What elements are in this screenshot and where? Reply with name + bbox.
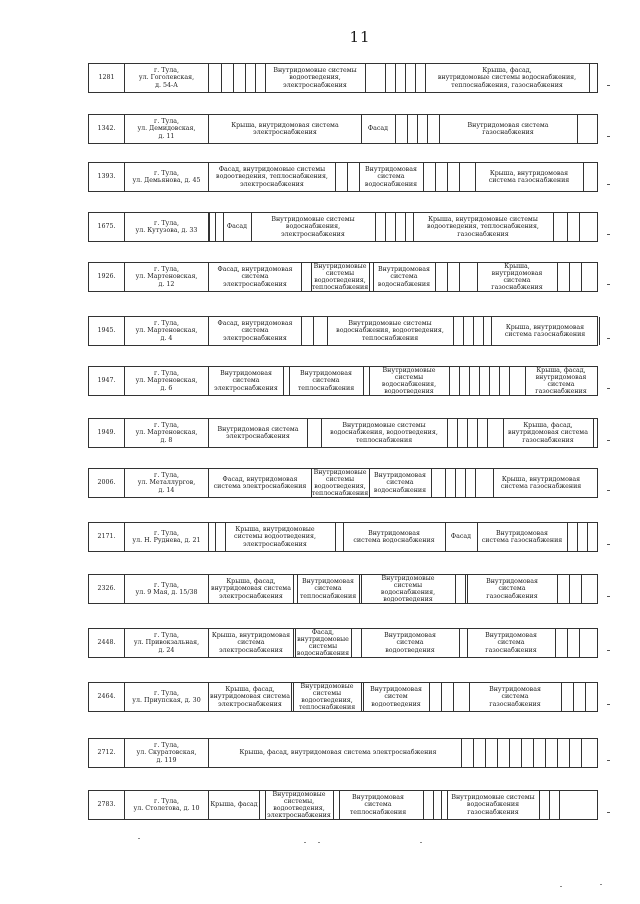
column-divider xyxy=(369,469,370,497)
column-divider xyxy=(503,419,504,447)
column-divider xyxy=(363,367,364,395)
column-divider xyxy=(533,739,534,767)
row-number-cell: 2326. xyxy=(89,575,125,603)
column-divider xyxy=(467,419,468,447)
address-cell: г. Тула, ул. Н. Руднева, д. 21 xyxy=(125,523,209,551)
work-type-cell: Фасад xyxy=(450,533,472,541)
column-divider xyxy=(449,367,450,395)
column-divider xyxy=(439,115,440,143)
column-divider xyxy=(215,523,216,551)
scan-speck xyxy=(560,886,562,887)
column-divider xyxy=(487,419,488,447)
column-divider xyxy=(405,213,406,241)
work-type-cell: Внутридомовые системы водоотведения, теплоснабжения xyxy=(311,263,369,291)
row-number-cell: 2448. xyxy=(89,629,125,657)
column-divider xyxy=(297,575,298,603)
column-divider xyxy=(479,367,480,395)
column-divider xyxy=(251,213,252,241)
column-divider xyxy=(557,739,558,767)
column-divider xyxy=(351,629,352,657)
table-row xyxy=(88,114,598,144)
margin-tick xyxy=(607,704,610,705)
row-number-cell: 1281 xyxy=(89,64,125,92)
column-divider xyxy=(431,469,432,497)
column-divider xyxy=(417,115,418,143)
margin-tick xyxy=(607,284,610,285)
margin-tick xyxy=(607,650,610,651)
column-divider xyxy=(395,64,396,92)
work-type-cell: Крыша, внутридомовые системы водоотведения, теплоснабжения, газоснабжения xyxy=(427,216,539,238)
column-divider xyxy=(453,683,454,711)
work-type-cell: Внутридомовая система газоснабжения xyxy=(481,529,563,544)
column-divider xyxy=(469,367,470,395)
row-number-cell: 2171. xyxy=(89,523,125,551)
column-divider xyxy=(477,263,478,291)
column-divider xyxy=(593,419,594,447)
column-divider xyxy=(221,64,222,92)
work-type-cell: Внутридомовые системы водоотведения, теплоснабжения xyxy=(311,469,369,497)
work-type-cell: Крыша, фасад xyxy=(210,801,258,809)
work-type-cell: Фасад, внутридомовые системы водоотведения, теплоснабжения, электроснабжения xyxy=(216,166,328,188)
row-number-cell: 1947. xyxy=(89,367,125,395)
margin-tick xyxy=(607,596,610,597)
column-divider xyxy=(459,163,460,191)
table-row xyxy=(88,63,598,93)
column-divider xyxy=(459,367,460,395)
table-row xyxy=(88,316,598,346)
column-divider xyxy=(407,115,408,143)
table-row xyxy=(88,366,598,396)
column-divider xyxy=(405,64,406,92)
column-divider xyxy=(587,523,588,551)
column-divider xyxy=(599,317,600,345)
work-type-cell: Крыша, внутридомовая система газоснабжения xyxy=(491,263,543,291)
column-divider xyxy=(385,64,386,92)
column-divider xyxy=(343,523,344,551)
column-divider xyxy=(245,64,246,92)
row-number-cell: 1342. xyxy=(89,115,125,143)
column-divider xyxy=(539,791,540,819)
column-divider xyxy=(441,683,442,711)
column-divider xyxy=(447,163,448,191)
work-type-cell: Фасад, внутридомовые системы водоснабжения xyxy=(296,629,350,657)
column-divider xyxy=(569,263,570,291)
column-divider xyxy=(473,317,474,345)
column-divider xyxy=(579,629,580,657)
address-cell: г. Тула, ул. Мартеновская, д. 6 xyxy=(125,367,209,395)
work-type-cell: Внутридомовая система электроснабжения xyxy=(214,370,278,392)
column-divider xyxy=(433,791,434,819)
column-divider xyxy=(373,263,374,291)
column-divider xyxy=(215,213,216,241)
column-divider xyxy=(347,163,348,191)
address-cell: г. Тула, ул. Металлургов, д. 14 xyxy=(125,469,209,497)
column-divider xyxy=(311,263,312,291)
work-type-cell: Внутридомовые системы водоснабжения, водоотведения, теплоснабжения xyxy=(330,422,438,444)
address-cell: г. Тула, ул. Столетова, д. 10 xyxy=(125,791,209,819)
table-row xyxy=(88,522,598,552)
margin-tick xyxy=(607,812,610,813)
column-divider xyxy=(477,419,478,447)
column-divider xyxy=(455,469,456,497)
table-row xyxy=(88,212,598,242)
column-divider xyxy=(427,115,428,143)
column-divider xyxy=(293,629,294,657)
column-divider xyxy=(293,683,294,711)
column-divider xyxy=(445,523,446,551)
work-type-cell: Внутридомовая система водоснабжения xyxy=(377,266,431,288)
column-divider xyxy=(521,739,522,767)
work-type-cell: Внутридомовые системы водоснабжения, водоотведения, теплоснабжения xyxy=(336,320,444,342)
address-cell: г. Тула, ул. Кутузова, д. 33 xyxy=(125,213,209,241)
column-divider xyxy=(509,739,510,767)
table-row xyxy=(88,682,598,712)
column-divider xyxy=(473,739,474,767)
work-type-cell: Внутридомовая система газоснабжения xyxy=(485,632,537,654)
column-divider xyxy=(559,791,560,819)
work-type-cell: Внутридомовые системы, водоотведения, электроснабжения xyxy=(267,791,331,819)
column-divider xyxy=(339,791,340,819)
work-type-cell: Крыша, внутридомовая система газоснабжения xyxy=(500,475,582,490)
table-row xyxy=(88,574,598,604)
column-divider xyxy=(459,263,460,291)
column-divider xyxy=(423,791,424,819)
address-cell: г. Тула, ул. Скуратовская, д. 119 xyxy=(125,739,209,767)
column-divider xyxy=(465,469,466,497)
margin-tick xyxy=(607,184,610,185)
work-type-cell: Крыша, внутридомовая система электроснабжения xyxy=(231,121,339,136)
column-divider xyxy=(447,263,448,291)
table-row xyxy=(88,162,598,192)
work-type-cell: Крыша, фасад, внутридомовая система газоснабжения xyxy=(535,367,587,395)
column-divider xyxy=(445,469,446,497)
column-divider xyxy=(395,213,396,241)
column-divider xyxy=(335,163,336,191)
margin-tick xyxy=(607,760,610,761)
table-row xyxy=(88,262,598,292)
row-number-cell: 1949. xyxy=(89,419,125,447)
column-divider xyxy=(581,575,582,603)
address-cell: г. Тула, ул. Приупская, д. 30 xyxy=(125,683,209,711)
row-number-cell: 2783. xyxy=(89,791,125,819)
work-type-cell: Внутридомовая система газоснабжения xyxy=(467,121,549,136)
column-divider xyxy=(361,115,362,143)
column-divider xyxy=(259,791,260,819)
column-divider xyxy=(361,683,362,711)
column-divider xyxy=(369,263,370,291)
work-type-cell: Внутридомовая система водоснабжения xyxy=(364,166,418,188)
column-divider xyxy=(561,683,562,711)
work-type-cell: Крыша, фасад, внутридомовая система газоснабжения xyxy=(508,422,588,444)
work-type-cell: Фасад, внутридомовая система электроснабжения xyxy=(217,320,293,342)
row-number-cell: 1393. xyxy=(89,163,125,191)
work-type-cell: Фасад, внутридомовая система электроснабжения xyxy=(217,266,293,288)
column-divider xyxy=(447,419,448,447)
scan-speck xyxy=(600,884,602,885)
column-divider xyxy=(549,791,550,819)
column-divider xyxy=(283,367,284,395)
column-divider xyxy=(545,739,546,767)
column-divider xyxy=(579,213,580,241)
scan-speck xyxy=(318,842,320,843)
page-number: 11 xyxy=(349,28,371,46)
address-cell: г. Тула, ул. Мартеновская, д. 8 xyxy=(125,419,209,447)
column-divider xyxy=(209,213,210,241)
table-row xyxy=(88,790,598,820)
column-divider xyxy=(435,163,436,191)
table-row xyxy=(88,468,598,498)
address-cell: г. Тула, ул. 9 Мая, д. 15/38 xyxy=(125,575,209,603)
column-divider xyxy=(233,64,234,92)
column-divider xyxy=(265,791,266,819)
column-divider xyxy=(447,791,448,819)
work-type-cell: Внутридомовые системы водоснабжения, водоотведения xyxy=(380,575,436,603)
scan-speck xyxy=(304,842,306,843)
column-divider xyxy=(423,163,424,191)
work-type-cell: Внутридомовые системы водоснабжения, электроснабжения xyxy=(271,216,355,238)
column-divider xyxy=(567,213,568,241)
work-type-cell: Крыша, внутридомовая система электроснабжения xyxy=(211,632,291,654)
work-type-cell: Внутридомовая система газоснабжения xyxy=(489,686,541,708)
column-divider xyxy=(499,367,500,395)
column-divider xyxy=(359,575,360,603)
column-divider xyxy=(453,317,454,345)
column-divider xyxy=(567,523,568,551)
row-number-cell: 2712. xyxy=(89,739,125,767)
column-divider xyxy=(327,317,328,345)
column-divider xyxy=(459,629,460,657)
work-type-cell: Крыша, фасад, внутридомовые системы водоснабжения, теплоснабжения, газоснабжения xyxy=(437,67,577,89)
work-type-cell: Крыша, внутридомовая система газоснабжения xyxy=(488,169,570,184)
column-divider xyxy=(301,317,302,345)
column-divider xyxy=(255,64,256,92)
work-type-cell: Внутридомовые системы водоснабжения газоснабжения xyxy=(451,794,535,816)
work-type-cell: Крыша, фасад, внутридомовая система электроснабжения xyxy=(211,578,291,600)
column-divider xyxy=(365,64,366,92)
column-divider xyxy=(483,317,484,345)
row-number-cell: 2464. xyxy=(89,683,125,711)
address-cell: г. Тула, ул. Демидовская, д. 11 xyxy=(125,115,209,143)
column-divider xyxy=(581,739,582,767)
column-divider xyxy=(361,575,362,603)
column-divider xyxy=(569,739,570,767)
column-divider xyxy=(475,469,476,497)
column-divider xyxy=(557,575,558,603)
column-divider xyxy=(485,739,486,767)
row-number-cell: 1675. xyxy=(89,213,125,241)
column-divider xyxy=(555,629,556,657)
column-divider xyxy=(395,115,396,143)
table-row xyxy=(88,738,598,768)
margin-tick xyxy=(607,234,610,235)
work-type-cell: Внутридомовые системы водоотведения, теплоснабжения xyxy=(298,683,356,711)
column-divider xyxy=(293,575,294,603)
column-divider xyxy=(577,115,578,143)
work-type-cell: Фасад xyxy=(226,223,248,231)
column-divider xyxy=(577,523,578,551)
column-divider xyxy=(359,163,360,191)
column-divider xyxy=(415,64,416,92)
column-divider xyxy=(321,419,322,447)
address-cell: г. Тула, ул. Демьянова, д. 45 xyxy=(125,163,209,191)
margin-tick xyxy=(607,136,610,137)
row-number-cell: 2006. xyxy=(89,469,125,497)
column-divider xyxy=(223,213,224,241)
margin-tick xyxy=(607,85,610,86)
work-type-cell: Фасад, внутридомовая система электроснабжения xyxy=(213,475,307,490)
column-divider xyxy=(475,163,476,191)
work-type-cell: Крыша, внутридомовая система газоснабжения xyxy=(504,323,586,338)
column-divider xyxy=(265,64,266,92)
work-type-cell: Крыша, фасад, внутридомовая система электроснабжения xyxy=(239,749,437,757)
column-divider xyxy=(469,683,470,711)
margin-tick xyxy=(607,388,610,389)
column-divider xyxy=(307,419,308,447)
table-row xyxy=(88,418,598,448)
margin-tick xyxy=(607,544,610,545)
column-divider xyxy=(289,367,290,395)
address-cell: г. Тула, ул. Мартеновская, д. 12 xyxy=(125,263,209,291)
column-divider xyxy=(581,263,582,291)
column-divider xyxy=(493,469,494,497)
column-divider xyxy=(567,629,568,657)
address-cell: г. Тула, ул. Гоголевская, д. 54-А xyxy=(125,64,209,92)
column-divider xyxy=(313,317,314,345)
column-divider xyxy=(465,575,466,603)
work-type-cell: Внутридомовая система водоснабжения xyxy=(353,529,435,544)
column-divider xyxy=(509,367,510,395)
column-divider xyxy=(477,523,478,551)
column-divider xyxy=(225,523,226,551)
work-type-cell: Крыша, внутридомовые системы водоотведения, электроснабжения xyxy=(234,526,316,548)
column-divider xyxy=(553,213,554,241)
column-divider xyxy=(525,367,526,395)
column-divider xyxy=(457,419,458,447)
column-divider xyxy=(589,64,590,92)
column-divider xyxy=(491,317,492,345)
scan-speck xyxy=(420,842,422,843)
work-type-cell: Внутридомовая система теплоснабжения xyxy=(349,794,407,816)
work-type-cell: Внутридомовая система теплоснабжения xyxy=(297,370,355,392)
work-type-cell: Внутридомовая система водоотведения xyxy=(384,632,436,654)
column-divider xyxy=(385,213,386,241)
column-divider xyxy=(361,629,362,657)
work-type-cell: Крыша, фасад, внутридомовая система электроснабжения xyxy=(210,686,290,708)
work-type-cell: Внутридомовая система электроснабжения xyxy=(217,425,299,440)
column-divider xyxy=(333,791,334,819)
margin-tick xyxy=(607,338,610,339)
margin-tick xyxy=(607,490,610,491)
column-divider xyxy=(425,64,426,92)
column-divider xyxy=(461,739,462,767)
column-divider xyxy=(429,683,430,711)
column-divider xyxy=(291,683,292,711)
column-divider xyxy=(463,317,464,345)
column-divider xyxy=(497,739,498,767)
work-type-cell: Фасад xyxy=(367,125,389,133)
table-row xyxy=(88,628,598,658)
row-number-cell: 1926. xyxy=(89,263,125,291)
column-divider xyxy=(413,213,414,241)
column-divider xyxy=(335,523,336,551)
column-divider xyxy=(467,575,468,603)
address-cell: г. Тула, ул. Мартеновская, д. 4 xyxy=(125,317,209,345)
scan-speck xyxy=(138,838,140,839)
column-divider xyxy=(569,575,570,603)
column-divider xyxy=(435,263,436,291)
column-divider xyxy=(455,575,456,603)
column-divider xyxy=(583,163,584,191)
column-divider xyxy=(311,469,312,497)
column-divider xyxy=(369,367,370,395)
margin-tick xyxy=(607,440,610,441)
work-type-cell: Внутридомовая систем водоотведения xyxy=(370,686,422,708)
work-type-cell: Внутридомовая система газоснабжения xyxy=(486,578,538,600)
work-type-cell: Внутридомовая система водоснабжения xyxy=(373,472,427,494)
column-divider xyxy=(441,791,442,819)
row-number-cell: 1945. xyxy=(89,317,125,345)
address-cell: г. Тула, ул. Привокзальная, д. 24 xyxy=(125,629,209,657)
column-divider xyxy=(585,683,586,711)
column-divider xyxy=(295,629,296,657)
column-divider xyxy=(489,367,490,395)
column-divider xyxy=(573,683,574,711)
column-divider xyxy=(363,683,364,711)
column-divider xyxy=(467,629,468,657)
column-divider xyxy=(375,213,376,241)
work-type-cell: Внутридомовые системы водоснабжения, водоотведения xyxy=(381,367,437,395)
work-type-cell: Внутридомовая система теплоснабжения xyxy=(299,578,357,600)
work-type-cell: Внутридомовые системы водоотведения, электроснабжения xyxy=(273,67,357,89)
column-divider xyxy=(301,263,302,291)
column-divider xyxy=(557,263,558,291)
